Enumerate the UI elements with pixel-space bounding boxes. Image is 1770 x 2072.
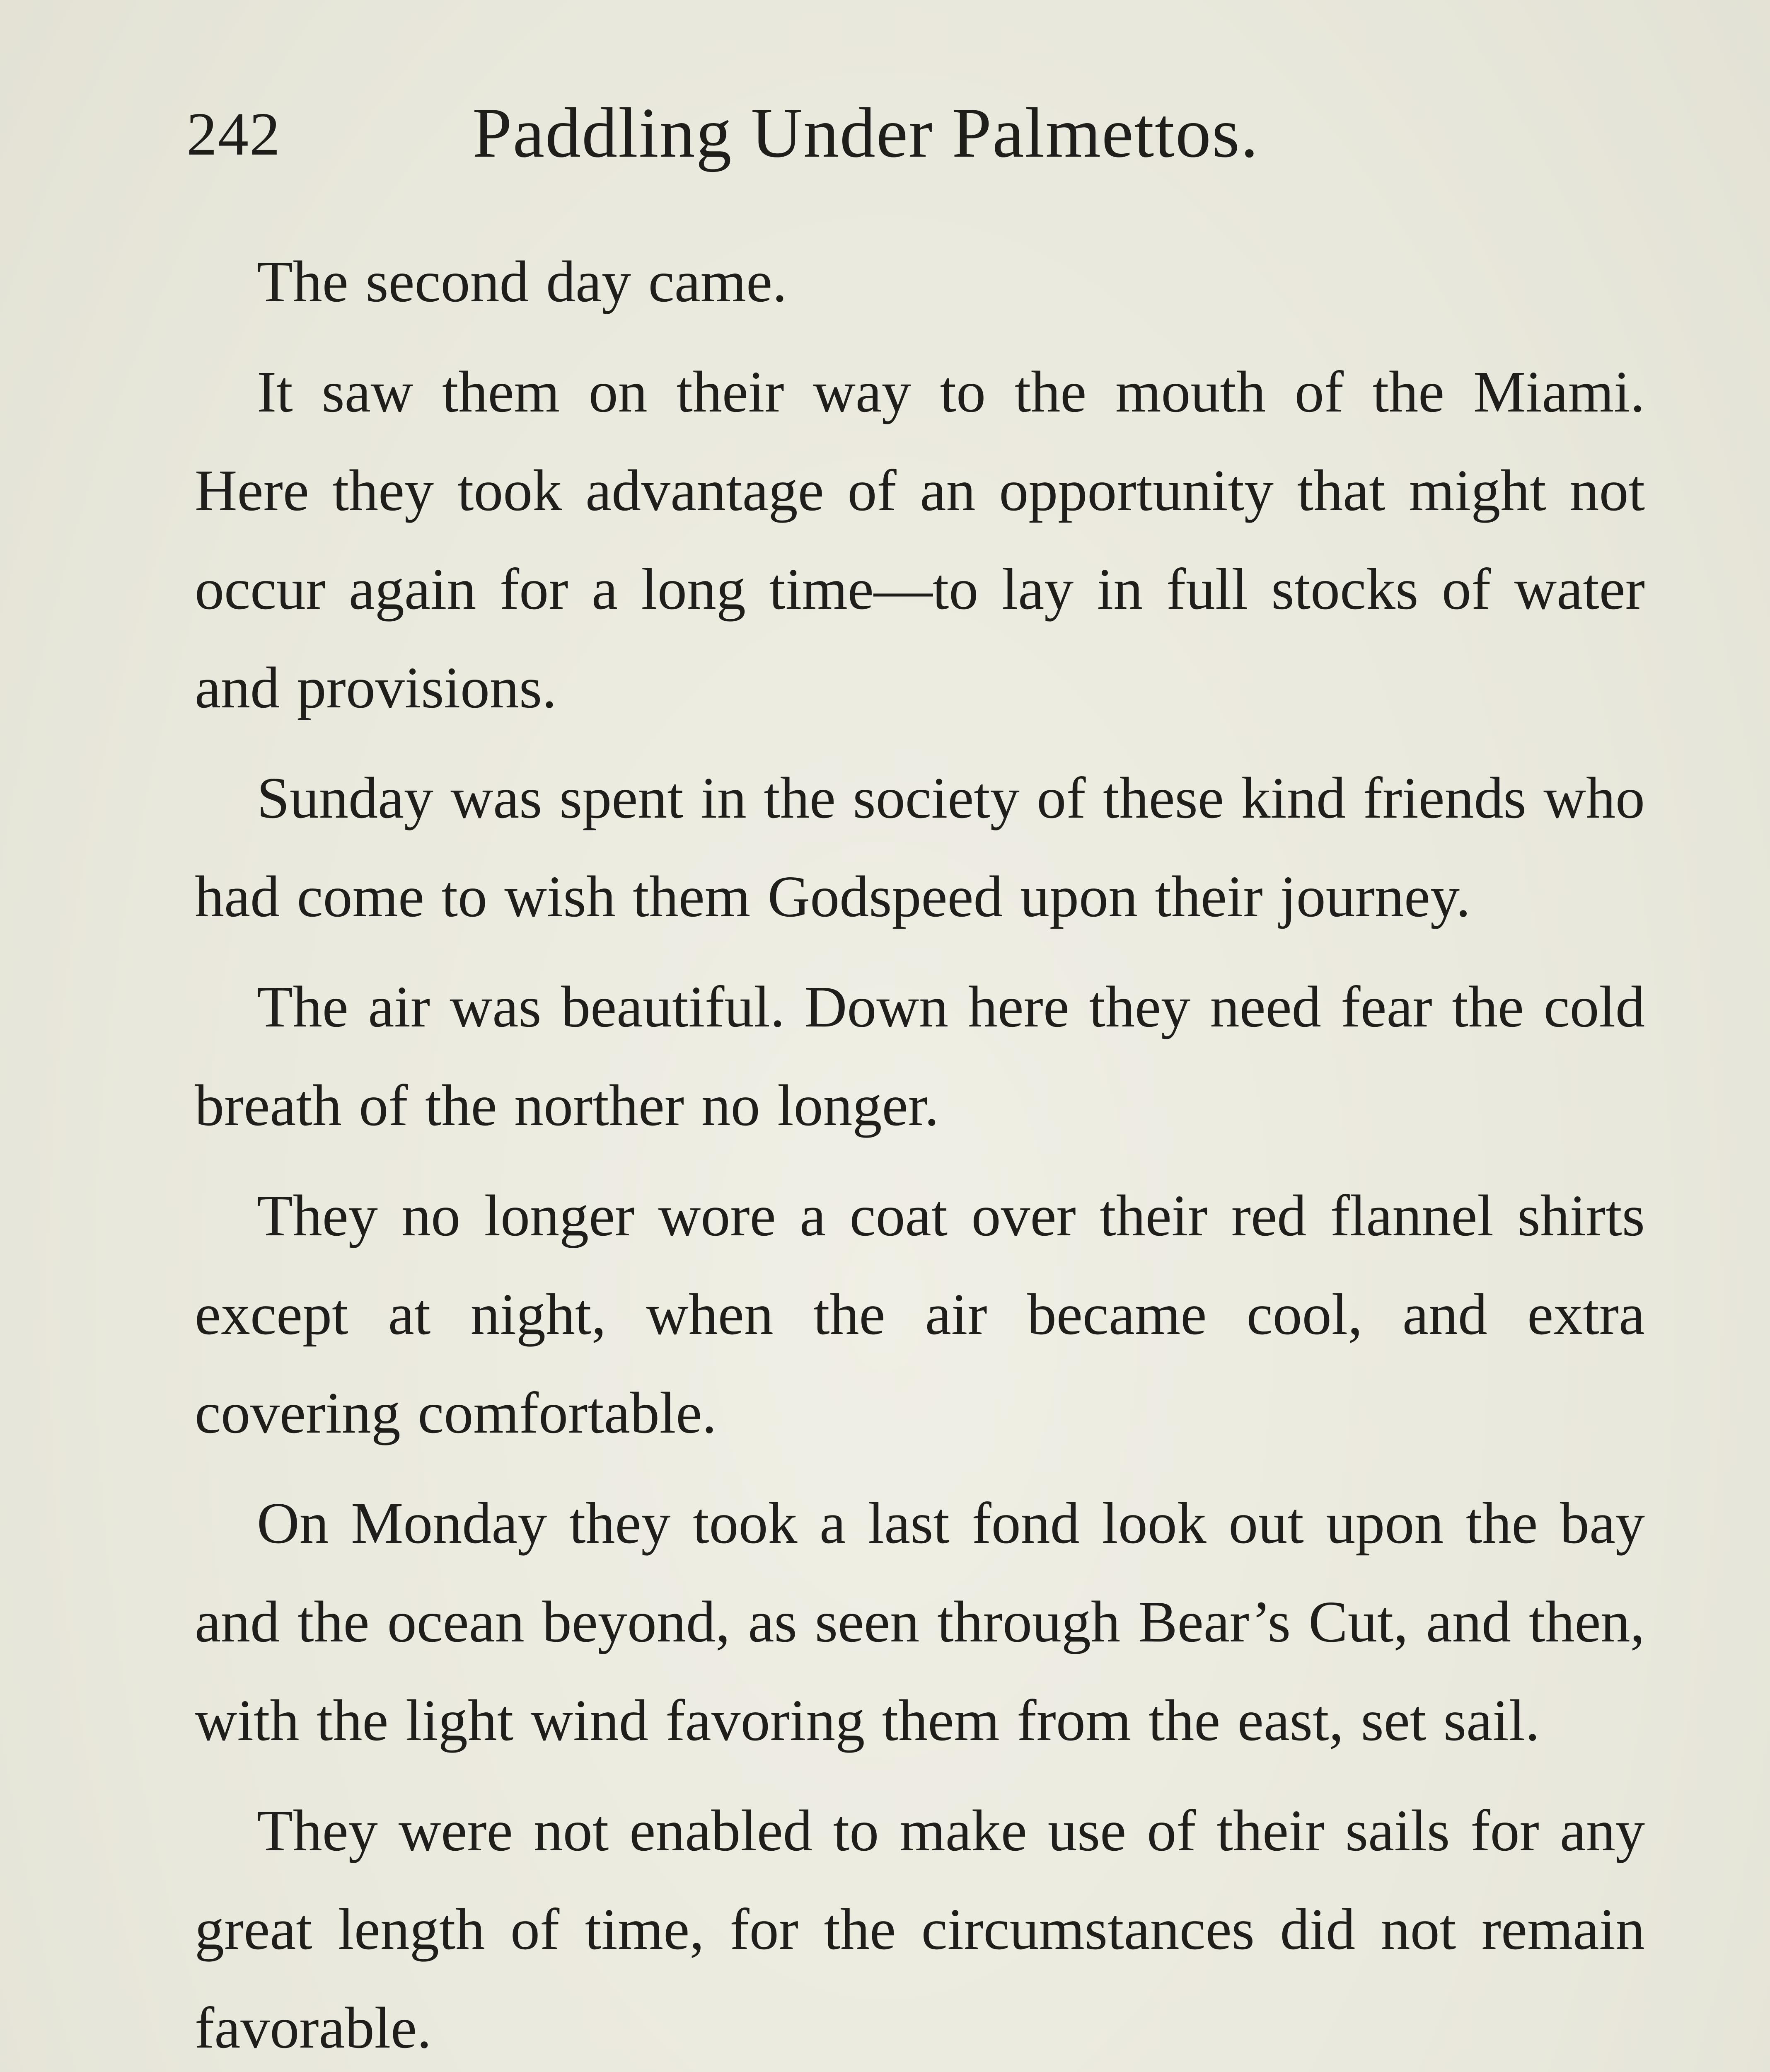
page-number: 242: [186, 100, 281, 168]
paragraph: The second day came.: [257, 249, 787, 314]
running-title: Paddling Under Palmettos.: [472, 94, 1259, 172]
paragraph: They were not enabled to make use of their sails for any great length of time, for the circumstances did not remain favorable.: [195, 1798, 1645, 2060]
body-text: [195, 232, 1645, 2072]
paragraph: Sunday was spent in the society of these kind friends who had come to wish them Godspeed upon their journey.: [195, 765, 1645, 929]
paragraph: It saw them on their way to the mouth of the Miami. Here they took advantage of an opportunity that might not occur again for a long time—to lay in full stocks of water and provisions.: [195, 359, 1645, 720]
paragraph: They no longer wore a coat over their red flannel shirts except at night, when the air became cool, and extra covering comfortable.: [195, 1183, 1645, 1445]
paragraph: On Monday they took a last fond look out upon the bay and the ocean beyond, as seen through Bear’s Cut, and then, with the light wind favoring them from the east, set sail.: [195, 1490, 1645, 1753]
paragraph: The air was beautiful. Down here they need fear the cold breath of the norther no longer.: [195, 974, 1645, 1138]
